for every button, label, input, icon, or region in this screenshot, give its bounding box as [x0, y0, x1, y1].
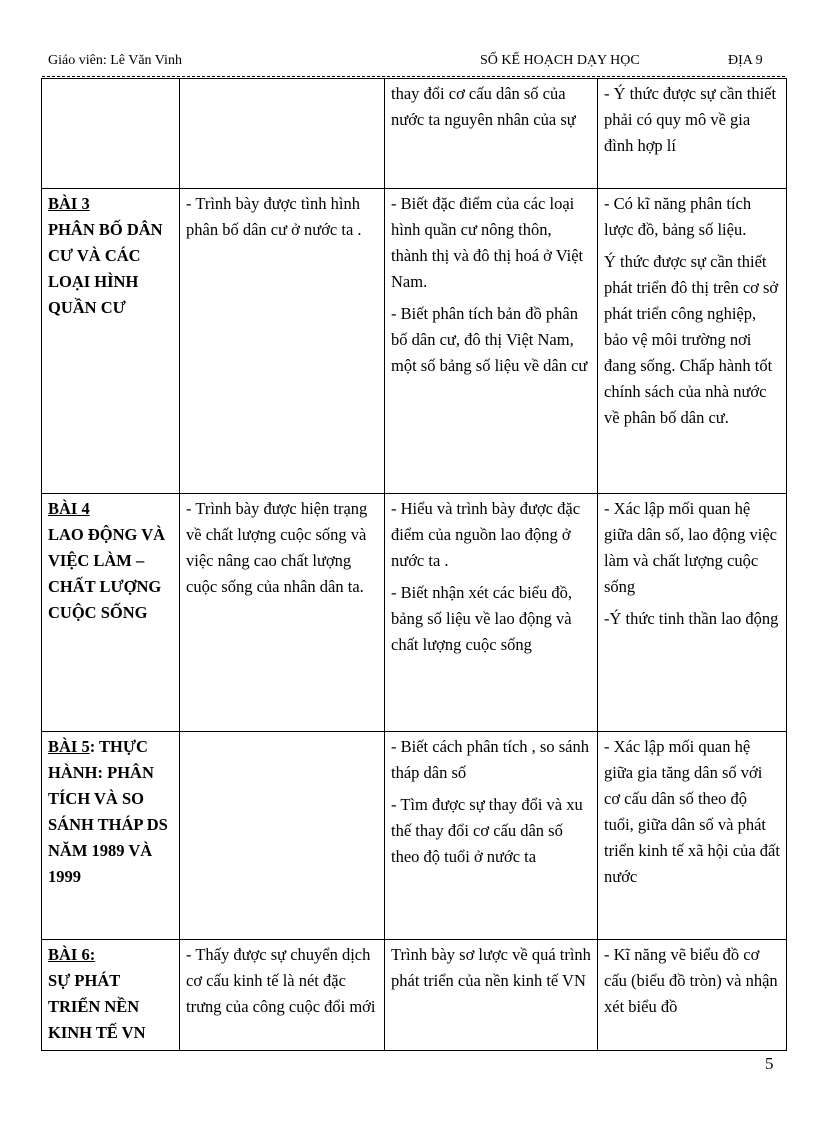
cell-paragraph: - Biết phân tích bản đồ phân bố dân cư, đô thị Việt Nam, một số bảng số liệu về dân cư	[391, 304, 588, 375]
knowledge-cell	[180, 189, 385, 494]
cell-paragraph: - Trình bày được hiện trạng về chất lượng cuộc sống và việc nâng cao chất lượng cuộc sống của nhân dân ta.	[186, 499, 368, 596]
attitude-cell	[598, 79, 787, 189]
cell-paragraph: - Thấy được sự chuyển dịch cơ cấu kinh tế là nét đặc trưng của công cuộc đổi mới	[186, 945, 376, 1016]
document-title: SỔ KẾ HOẠCH DẠY HỌC	[480, 53, 640, 68]
attitude-cell	[598, 940, 787, 1051]
knowledge-cell	[180, 494, 385, 732]
attitude-cell	[598, 732, 787, 940]
lesson-title: SỰ PHÁT TRIỂN NỀN KINH TẾ VN	[48, 971, 146, 1042]
lesson-number: BÀI 6:	[48, 945, 96, 964]
cell-paragraph: Trình bày sơ lược về quá trình phát triển của nền kinh tế VN	[391, 945, 591, 990]
lesson-number: BÀI 4	[48, 499, 90, 518]
lesson-cell	[42, 732, 180, 940]
cell-paragraph: - Hiểu và trình bày được đặc điểm của nguồn lao động ở nước ta .	[391, 499, 581, 570]
lesson-number: BÀI 5	[48, 737, 90, 756]
cell-paragraph: Ý thức được sự cần thiết phát triển đô thị trên cơ sở phát triển công nghiệp, bảo vệ môi trường nơi đang sống. Chấp hành tốt chính sách của nhà nước về phân bố dân cư.	[604, 252, 779, 427]
lesson-cell	[42, 494, 180, 732]
table-row	[42, 732, 787, 940]
lesson-title: : THỰC HÀNH: PHÂN TÍCH VÀ SO SÁNH THÁP DS NĂM 1989 VÀ 1999	[48, 737, 168, 886]
page-number: 5	[765, 1054, 774, 1073]
cell-paragraph: thay đổi cơ cấu dân số của nước ta nguyên nhân của sự	[391, 84, 576, 129]
knowledge-cell	[180, 732, 385, 940]
lesson-cell	[42, 189, 180, 494]
skills-cell	[385, 79, 598, 189]
table-row	[42, 79, 787, 189]
attitude-cell	[598, 494, 787, 732]
cell-paragraph: - Kĩ năng vẽ biểu đồ cơ cấu (biểu đồ tròn) và nhận xét biểu đồ	[604, 945, 778, 1016]
lesson-cell	[42, 940, 180, 1051]
skills-cell	[385, 494, 598, 732]
table-row	[42, 940, 787, 1051]
cell-paragraph: - Ý thức được sự cần thiết phải có quy mô về gia đình hợp lí	[604, 84, 777, 155]
knowledge-cell	[180, 79, 385, 189]
knowledge-cell	[180, 940, 385, 1051]
skills-cell	[385, 189, 598, 494]
lesson-plan-table	[41, 78, 787, 1051]
cell-paragraph: - Tìm được sự thay đổi và xu thế thay đổi cơ cấu dân số theo độ tuổi ở nước ta	[391, 795, 583, 866]
lesson-cell	[42, 79, 180, 189]
skills-cell	[385, 940, 598, 1051]
cell-paragraph: - Có kĩ năng phân tích lược đồ, bảng số liệu.	[604, 194, 752, 239]
table-row	[42, 189, 787, 494]
page-header	[48, 53, 768, 75]
cell-paragraph: - Biết đặc điểm của các loại hình quần cư nông thôn, thành thị và đô thị hoá ở Việt Nam.	[391, 194, 584, 291]
teacher-name: Giáo viên: Lê Văn Vinh	[48, 53, 182, 68]
header-divider	[42, 76, 785, 77]
skills-cell	[385, 732, 598, 940]
cell-paragraph: -Ý thức tinh thần lao động	[604, 609, 779, 628]
cell-paragraph: - Xác lập mối quan hệ giữa dân số, lao động việc làm và chất lượng cuộc sống	[604, 499, 777, 596]
subject-label: ĐỊA 9	[728, 53, 763, 68]
attitude-cell	[598, 189, 787, 494]
cell-paragraph: - Biết nhận xét các biểu đồ, bảng số liệu về lao động và chất lượng cuộc sống	[391, 583, 572, 654]
cell-paragraph: - Biết cách phân tích , so sánh tháp dân số	[391, 737, 589, 782]
cell-paragraph: - Xác lập mối quan hệ giữa gia tăng dân số với cơ cấu dân số theo độ tuổi, giữa dân số và phát triển kinh tế xã hội của đất nước	[604, 737, 780, 886]
lesson-title: LAO ĐỘNG VÀ VIỆC LÀM – CHẤT LƯỢNG CUỘC SỐNG	[48, 525, 166, 622]
lesson-title: PHÂN BỐ DÂN CƯ VÀ CÁC LOẠI HÌNH QUẦN CƯ	[48, 220, 163, 317]
lesson-number: BÀI 3	[48, 194, 90, 213]
cell-paragraph: - Trình bày được tình hình phân bố dân cư ở nước ta .	[186, 194, 362, 239]
table-row	[42, 494, 787, 732]
